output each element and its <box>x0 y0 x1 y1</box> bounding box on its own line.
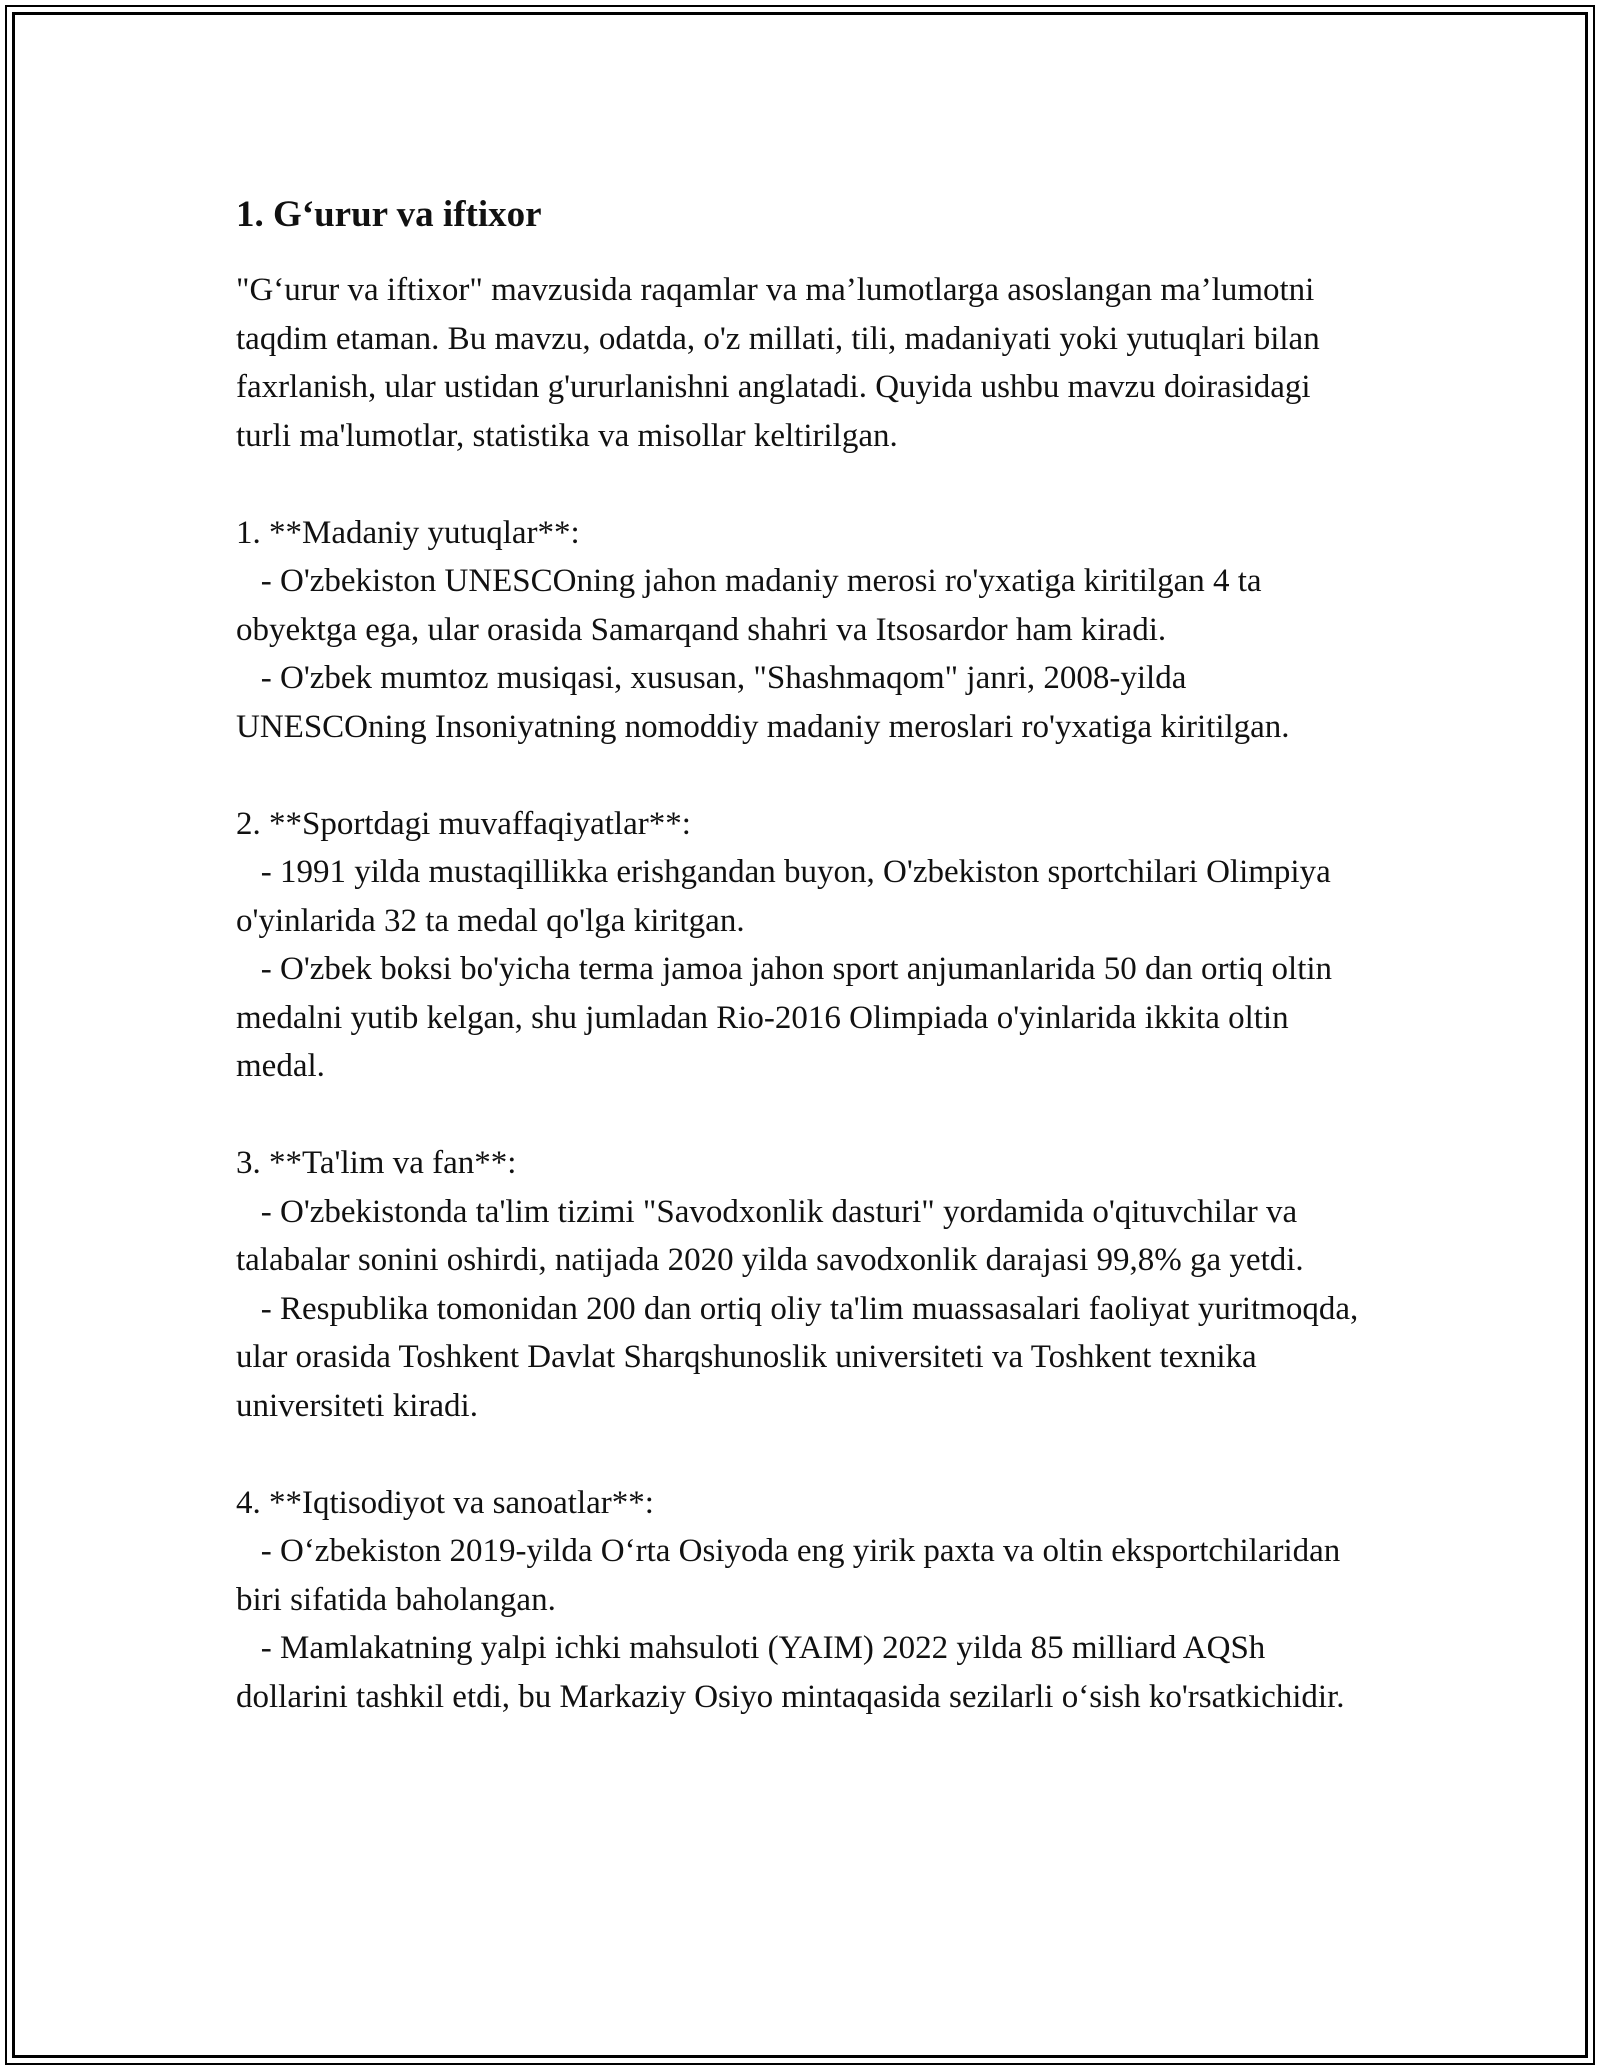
section-education-science <box>236 1139 1366 1430</box>
section-heading: 3. **Ta'lim va fan**: <box>236 1145 517 1181</box>
intro-paragraph: "G‘urur va iftixor" mavzusida raqamlar va ma’lumotlarga asoslangan ma’lumotni taqdim etaman. Bu mavzu, odatda, o'z millati, tili, madaniyati yoki yutuqlari bilan faxrlanish, ular ustidan g'ururlanishni anglatadi. Quyida ushbu mavzu doirasidagi turli ma'lumotlar, statistika va misollar keltirilgan. <box>236 272 1320 454</box>
bullet-item: - 1991 yilda mustaqillikka erishgandan buyon, O'zbekiston sportchilari Olimpiya o'yinlarida 32 ta medal qo'lga kiritgan. <box>236 854 1340 939</box>
bullet-item: - O‘zbekiston 2019-yilda O‘rta Osiyoda eng yirik paxta va oltin eksportchilaridan biri sifatida baholangan. <box>236 1533 1349 1618</box>
section-sports-achievements <box>236 800 1366 1091</box>
section-heading: 1. **Madaniy yutuqlar**: <box>236 514 580 551</box>
document-title: 1. G‘urur va iftixor <box>236 194 542 235</box>
section-heading: 4. **Iqtisodiyot va sanoatlar**: <box>236 1484 654 1521</box>
bullet-item: - O'zbek boksi bo'yicha terma jamoa jahon sport anjumanlarida 50 dan ortiq oltin medalni yutib kelgan, shu jumladan Rio-2016 Olimpiada o'yinlarida ikkita oltin medal. <box>236 951 1341 1084</box>
bullet-item: - Mamlakatning yalpi ichki mahsuloti (YAIM) 2022 yilda 85 milliard AQSh dollarini tashkil etdi, bu Markaziy Osiyo mintaqasida sezilarli o‘sish ko'rsatkichidir. <box>236 1630 1345 1715</box>
section-heading: 2. **Sportdagi muvaffaqiyatlar**: <box>236 805 691 842</box>
bullet-item: - O'zbek mumtoz musiqasi, xususan, "Shashmaqom" janri, 2008-yilda UNESCOning Insoniyatning nomoddiy madaniy meroslari ro'yxatiga kiritilgan. <box>236 660 1290 745</box>
document-body <box>236 185 1366 1721</box>
section-cultural-achievements <box>236 509 1366 752</box>
section-economy-industry <box>236 1479 1366 1722</box>
bullet-item: - O'zbekistonda ta'lim tizimi "Savodxonlik dasturi" yordamida o'qituvchilar va talabalar sonini oshirdi, natijada 2020 yilda savodxonlik darajasi 99,8% ga yetdi. <box>236 1193 1306 1278</box>
bullet-item: - Respublika tomonidan 200 dan ortiq oliy ta'lim muassasalari faoliyat yuritmoqda, ular orasida Toshkent Davlat Sharqshunoslik universiteti va Toshkent texnika universiteti kiradi. <box>236 1290 1367 1424</box>
bullet-item: - O'zbekiston UNESCOning jahon madaniy merosi ro'yxatiga kiritilgan 4 ta obyektga ega, ular orasida Samarqand shahri va Itsosardor ham kiradi. <box>236 563 1270 648</box>
